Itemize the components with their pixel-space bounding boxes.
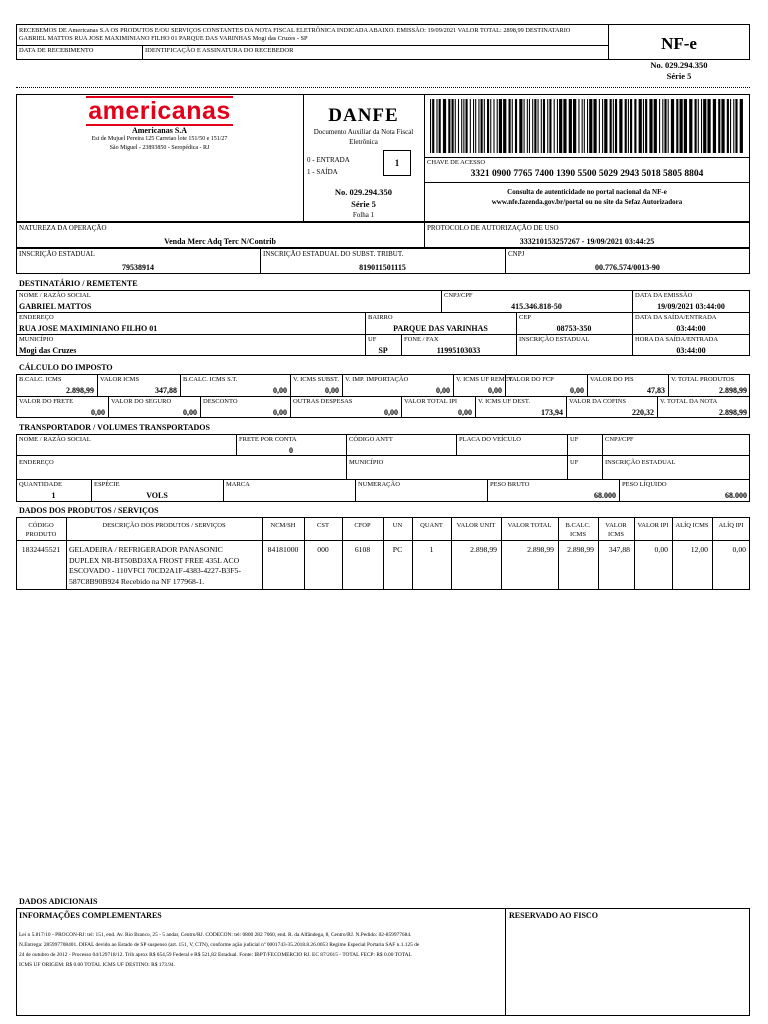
transp-nome-label: NOME / RAZÃO SOCIAL <box>19 436 91 443</box>
transp-qtd: 1 <box>51 491 56 500</box>
produto-ncm: 84181000 <box>267 545 299 554</box>
transp-cnpj-label: CNPJ/CPF <box>605 436 634 443</box>
natureza-label: NATUREZA DA OPERAÇÃO <box>19 224 107 232</box>
dest-nome-label: NOME / RAZÃO SOCIAL <box>19 292 91 299</box>
tax-label: V. IMP. IMPORTAÇÃO <box>345 376 409 383</box>
danfe-number: No. 029.294.350 <box>334 187 393 197</box>
column-header-vunit: VALOR UNIT <box>456 522 496 529</box>
tax-value: 173,94 <box>541 408 563 417</box>
fisco-label: RESERVADO AO FISCO <box>509 911 598 920</box>
transp-frete-label: FRETE POR CONTA <box>239 436 297 443</box>
tax-label: VALOR DO PIS <box>590 376 634 383</box>
imposto-section: CÁLCULO DO IMPOSTO <box>19 363 113 372</box>
produto-codigo: 1832445521 <box>21 545 61 554</box>
canhoto-text-1: RECEBEMOS DE Americanas S.A OS PRODUTOS E/OU SERVIÇOS CONSTANTES DA NOTA FISCAL ELETRÔNICA INDICADA ABAIXO. EMISSÃO: 19/09/2021 VALOR TOTAL: 2898,99 DESTINATARIO <box>19 27 571 34</box>
tax-value: 0,00 <box>325 386 339 395</box>
saida-label: 1 - SAÍDA <box>307 168 338 176</box>
tax-label: DESCONTO <box>203 398 238 405</box>
transp-frete: 0 <box>289 446 293 455</box>
column-header-vipi: VALOR IPI <box>637 522 669 529</box>
tax-value: 0,00 <box>384 408 398 417</box>
produto-bcalc: 2.898,99 <box>567 545 594 554</box>
dest-uf: SP <box>378 346 388 355</box>
tax-value: 0,00 <box>273 386 287 395</box>
dest-hora-label: HORA DA SAÍDA/ENTRADA <box>635 336 719 343</box>
produto-cst: 000 <box>317 545 329 554</box>
dest-uf-label: UF <box>368 336 377 343</box>
transp-placa-label: PLACA DO VEÍCULO <box>459 436 521 443</box>
dest-fone-label: FONE / FAX <box>404 336 439 343</box>
produto-descricao-line: DUPLEX NR-BT50BD3XA FROST FREE 435L ACO <box>69 555 240 565</box>
info-line: N.Entrega: 285997708401. DIFAL devido ao Estado de SP suspenso (art. 151, V, CTN), conforme ação judicial nº 0001743-35.2018.8.26.0053 Regime Especial Portaria SAF n.1.125 de <box>19 942 420 948</box>
protocolo-value: 333210153257267 - 19/09/2021 03:44:25 <box>519 237 655 246</box>
dest-cpf: 415.346.818-50 <box>511 302 562 311</box>
tax-label: V. TOTAL DA NOTA <box>660 398 718 405</box>
tax-value: 0,00 <box>570 386 584 395</box>
column-header-un: UN <box>392 522 403 529</box>
column-header-vicms: VALOR ICMS <box>605 522 627 538</box>
info-line: 24 de outubro de 2012 - Processo 04/129718/12. Trib aprox R$ 654,59 Federal e R$ 521,82 Estadual. Fonte: IBPT/FECOMERCIO RJ. EC 87/2015 - TOTAL FECP: R$ 0.00 TOTAL <box>19 952 412 958</box>
dest-municipio-label: MUNICÍPIO <box>19 336 54 343</box>
transp-endereco-label: ENDEREÇO <box>19 459 54 466</box>
tax-value: 2.898,99 <box>719 386 747 395</box>
dest-cep-label: CEP <box>519 314 531 321</box>
column-header-codigo: CÓDIGO PRODUTO <box>25 522 57 538</box>
info-text <box>19 930 501 970</box>
tax-value: 0,00 <box>183 408 197 417</box>
dest-hora: 03:44:00 <box>676 346 706 355</box>
ie-label: INSCRIÇÃO ESTADUAL <box>19 250 95 258</box>
produto-descricao-line: GELADEIRA / REFRIGERADOR PANASONIC <box>69 545 223 554</box>
tax-value: 47,83 <box>647 386 665 395</box>
tax-value: 2.898,99 <box>66 386 94 395</box>
iest-label: INSCRIÇÃO ESTADUAL DO SUBST. TRIBUT. <box>263 250 404 258</box>
info-label: INFORMAÇÕES COMPLEMENTARES <box>19 911 162 920</box>
dest-emissao-label: DATA DA EMISSÃO <box>635 292 693 299</box>
ie-value: 79538914 <box>122 263 154 272</box>
adicionais-section: DADOS ADICIONAIS <box>19 897 98 906</box>
nfe-series: Série 5 <box>666 71 692 81</box>
transp-liquido-label: PESO LÍQUIDO <box>622 481 667 488</box>
tax-label: OUTRAS DESPESAS <box>293 398 353 405</box>
column-header-descricao: DESCRIÇÃO DOS PRODUTOS / SERVIÇOS <box>102 522 226 529</box>
tax-label: V. ICMS SUBST. <box>293 376 339 383</box>
produto-descricao-line: 587C8B90B924 Recebido na NF 177968-1. <box>69 576 205 586</box>
tax-label: VALOR ICMS <box>100 376 140 383</box>
info-line: ICMS UF ORIGEM: R$ 0.00 TOTAL ICMS UF DESTINO: R$ 173.94. <box>19 962 175 968</box>
transp-numeracao-label: NUMERAÇÃO <box>358 481 400 488</box>
column-header-aliqipi: ALÍQ IPI <box>718 522 744 529</box>
americanas-logo: americanas <box>88 97 231 125</box>
danfe-title: DANFE <box>328 105 399 126</box>
transp-uf-label: UF <box>570 436 579 443</box>
tax-value: 0,00 <box>273 408 287 417</box>
dest-saida: 03:44:00 <box>676 324 706 333</box>
dest-bairro-label: BAIRRO <box>368 314 393 321</box>
danfe-subtitle-2: Eletrônica <box>349 138 378 146</box>
barcode <box>430 99 744 153</box>
produto-vicms: 347,88 <box>608 545 630 554</box>
transp-municipio-label: MUNICÍPIO <box>349 459 384 466</box>
dest-ie-label: INSCRIÇÃO ESTADUAL <box>519 336 590 343</box>
consulta-line-2: www.nfe.fazenda.gov.br/portal ou no site da Sefaz Autorizadora <box>491 198 683 206</box>
tipo-operacao: 1 <box>383 150 411 176</box>
chave-label: CHAVE DE ACESSO <box>427 159 486 166</box>
transp-liquido: 68.000 <box>725 491 747 500</box>
transp-especie-label: ESPÉCIE <box>94 481 120 488</box>
column-header-vtotal: VALOR TOTAL <box>507 522 552 529</box>
tax-label: V. ICMS UF REMET. <box>456 376 514 383</box>
column-header-bcalc: B.CALC. ICMS <box>565 522 591 538</box>
transportador-section: TRANSPORTADOR / VOLUMES TRANSPORTADOS <box>19 423 210 432</box>
iest-value: 819011501115 <box>359 263 406 272</box>
transp-ie-label: INSCRIÇÃO ESTADUAL <box>605 459 676 466</box>
dest-saida-label: DATA DA SAÍDA/ENTRADA <box>635 314 717 321</box>
canhoto-text-2: GABRIEL MATTOS RUA JOSE MAXIMINIANO FILHO 01 PARQUE DAS VARINHAS Mogi das Cruzes - SP <box>19 35 308 42</box>
dest-nome: GABRIEL MATTOS <box>19 302 92 311</box>
emitente-address-2: São Miguel - 23893850 - Seropédica - RJ <box>109 145 210 151</box>
tax-label: V. ICMS UF DEST. <box>478 398 530 405</box>
tax-label: VALOR DO SEGURO <box>111 398 172 405</box>
info-line: Lei n 5.817/10 - PROCON-RJ: tel: 151, end. Av. Rio Branco, 25 - 5 andar, Centro/RJ. CODECON: tel: 0800 282 7060, end. R. da Alfândega, 8, Centro/RJ. N.Pedido: 02-859977684. <box>19 932 412 938</box>
column-header-ncm: NCM/SH <box>270 522 296 529</box>
column-header-cst: CST <box>317 522 329 529</box>
emitente-name: Americanas S.A <box>131 126 188 135</box>
natureza-value: Venda Merc Adq Terc N/Contrib <box>164 237 276 246</box>
tax-label: VALOR DO FCP <box>508 376 554 383</box>
produto-descricao-line: ESCOVADO - 110VFCI 70CD2A1F-4383-4227-B3F5- <box>69 566 241 575</box>
produto-aliqipi: 0,00 <box>732 545 746 554</box>
cut-line <box>16 87 750 88</box>
transp-bruto: 68.000 <box>594 491 616 500</box>
nfe-title: NF-e <box>661 34 697 53</box>
transp-bruto-label: PESO BRUTO <box>490 481 530 488</box>
produtos-section: DADOS DOS PRODUTOS / SERVIÇOS <box>19 506 159 515</box>
transp-qtd-label: QUANTIDADE <box>19 481 62 488</box>
tax-value: 0,00 <box>436 386 450 395</box>
dest-cep: 08753-350 <box>556 324 592 333</box>
tax-value: 0,00 <box>91 408 105 417</box>
produto-un: PC <box>392 545 403 554</box>
column-header-quant: QUANT <box>420 522 443 529</box>
cnpj-label: CNPJ <box>508 250 525 258</box>
tax-label: VALOR TOTAL IPI <box>404 398 458 405</box>
produto-cfop: 6108 <box>354 545 371 554</box>
tax-value: 0,00 <box>488 386 502 395</box>
cnpj-value: 00.776.574/0013-90 <box>595 263 660 272</box>
column-header-aliqicms: ALÍQ ICMS <box>675 522 709 529</box>
produto-quant: 1 <box>429 545 434 554</box>
dest-bairro: PARQUE DAS VARINHAS <box>393 324 488 333</box>
dest-endereco: RUA JOSE MAXIMINIANO FILHO 01 <box>19 324 158 333</box>
tax-label: V. TOTAL PRODUTOS <box>671 376 735 383</box>
nfe-number: No. 029.294.350 <box>650 60 708 70</box>
data-recebimento-label: DATA DE RECEBIMENTO <box>19 47 94 54</box>
tax-value: 347,88 <box>155 386 177 395</box>
danfe-subtitle-1: Documento Auxiliar da Nota Fiscal <box>313 128 414 136</box>
entrada-label: 0 - ENTRADA <box>307 156 350 164</box>
column-header-cfop: CFOP <box>354 522 371 529</box>
tax-label: VALOR DO FRETE <box>19 398 74 405</box>
transp-marca-label: MARCA <box>226 481 250 488</box>
emitente-address-1: Est de Mujuel Pereira 125 Carreiao lote 151/50 e 151/27 <box>91 136 228 142</box>
tax-label: B.CALC. ICMS <box>19 376 62 383</box>
dest-fone: 11995103033 <box>436 346 481 355</box>
dest-cpf-label: CNPJ/CPF <box>444 292 473 299</box>
protocolo-label: PROTOCOLO DE AUTORIZAÇÃO DE USO <box>427 224 559 232</box>
transp-especie: VOLS <box>146 491 168 500</box>
transp-antt-label: CÓDIGO ANTT <box>349 436 393 443</box>
dest-emissao: 19/09/2021 03:44:00 <box>657 302 725 311</box>
tax-value: 2.898,99 <box>719 408 747 417</box>
produto-vtotal: 2.898,99 <box>527 545 554 554</box>
produto-vunit: 2.898,99 <box>470 545 497 554</box>
destinatario-section: DESTINATÁRIO / REMETENTE <box>19 279 138 288</box>
assinatura-label: IDENTIFICAÇÃO E ASSINATURA DO RECEBEDOR <box>145 47 294 54</box>
chave-value: 3321 0900 7765 7400 1390 5500 5029 2943 5018 5805 8804 <box>470 169 704 179</box>
tax-label: VALOR DA COFINS <box>569 398 626 405</box>
danfe-folha: Folha 1 <box>352 211 375 219</box>
produto-aliqicms: 12,00 <box>690 545 708 554</box>
tax-value: 220,32 <box>632 408 654 417</box>
tax-label: B.CALC. ICMS S.T. <box>183 376 238 383</box>
transp-uf2-label: UF <box>570 459 579 466</box>
dest-municipio: Mogi das Cruzes <box>19 346 77 355</box>
danfe-series: Série 5 <box>351 199 376 209</box>
produto-vipi: 0,00 <box>654 545 668 554</box>
consulta-line-1: Consulta de autenticidade no portal nacional da NF-e <box>507 188 667 196</box>
dest-endereco-label: ENDEREÇO <box>19 314 54 321</box>
tax-value: 0,00 <box>458 408 472 417</box>
